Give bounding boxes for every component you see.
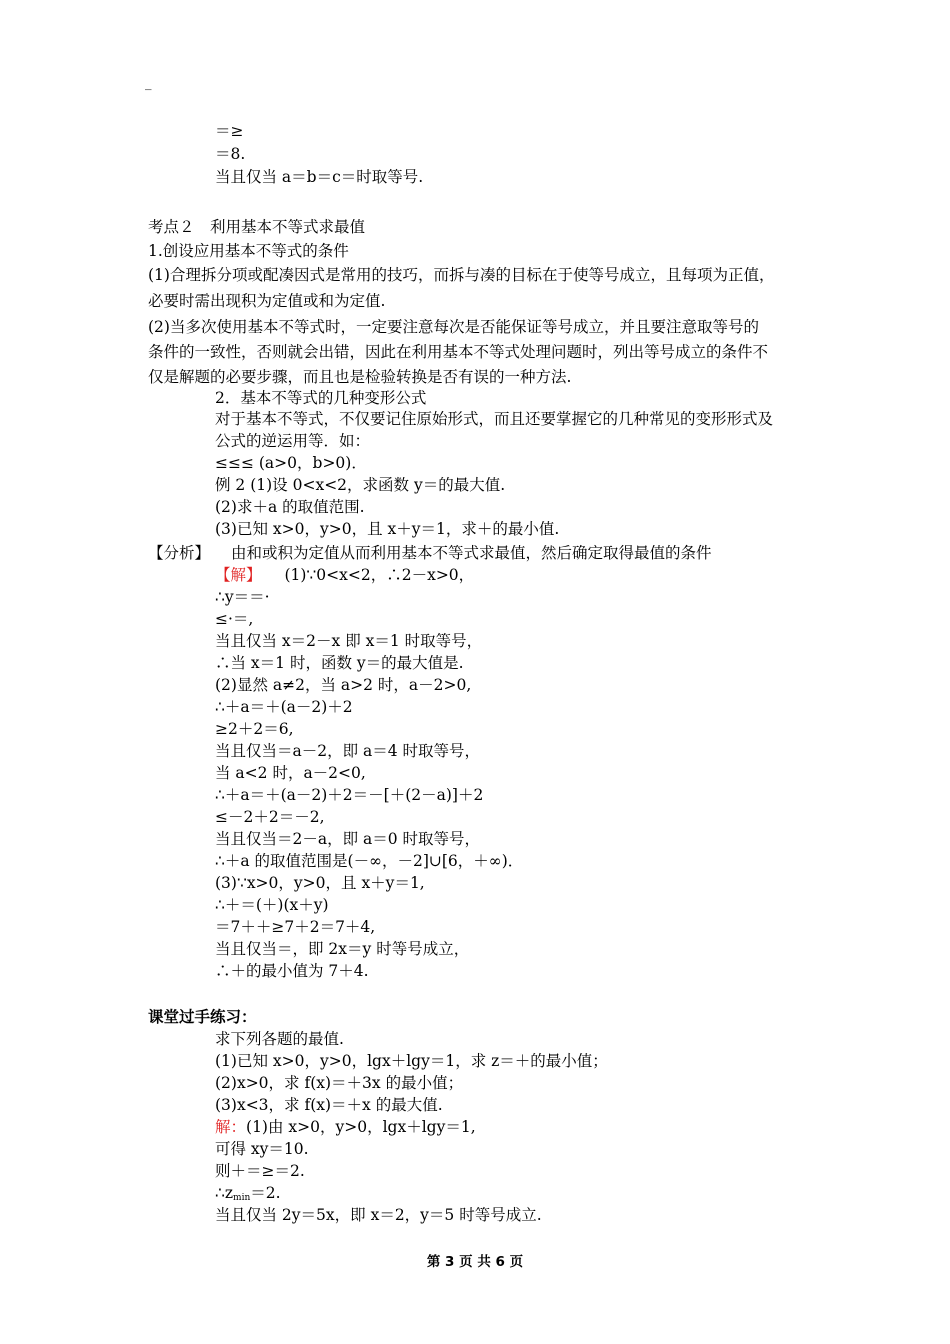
- answer-line: [215, 1116, 476, 1138]
- example-line: (3)已知 x>0，y>0，且 x＋y＝1，求＋的最小值.: [215, 520, 560, 538]
- example-line: 例 2 (1)设 0<x<2，求函数 y＝的最大值.: [215, 476, 506, 494]
- solution-line: ∴＋a＝＋(a－2)＋2: [215, 698, 353, 716]
- paragraph-line: 对于基本不等式，不仅要记住原始形式，而且还要掌握它的几种常见的变形形式及: [215, 410, 774, 428]
- paragraph-line: 公式的逆运用等．如：: [215, 432, 371, 450]
- paragraph-line: 条件的一致性，否则就会出错，因此在利用基本不等式处理问题时，列出等号成立的条件不: [148, 343, 769, 361]
- answer-line: 则＋＝≥＝2.: [215, 1162, 305, 1180]
- example-line: (2)求＋a 的取值范围.: [215, 498, 365, 516]
- solution-line: (2)显然 a≠2，当 a>2 时，a－2>0,: [215, 676, 472, 694]
- practice-line: 求下列各题的最值.: [215, 1030, 344, 1048]
- solution-label: 【解】: [215, 566, 262, 584]
- section-heading: 考点２ 利用基本不等式求最值: [148, 218, 366, 236]
- page-footer: 第 3 页 共 6 页: [426, 1254, 524, 1270]
- solution-text: (1)∵0<x<2，∴2－x>0，: [284, 566, 475, 584]
- analysis-text: 由和或积为定值从而利用基本不等式求最值，然后确定取得最值的条件: [230, 544, 712, 562]
- analysis-label: 【分析】: [148, 544, 211, 562]
- formula-line: ≤≤≤ (a>0，b>0)．: [215, 454, 367, 472]
- practice-line: (2)x>0，求 f(x)＝＋3x 的最小值；: [215, 1074, 464, 1092]
- paragraph-line: 仅是解题的必要步骤，而且也是检验转换是否有误的一种方法.: [148, 368, 572, 386]
- subsection-heading: 1.创设应用基本不等式的条件: [148, 242, 349, 260]
- text-line: 当且仅当 a＝b＝c＝时取等号.: [215, 168, 424, 186]
- paragraph-line: (1)合理拆分项或配凑因式是常用的技巧，而拆与凑的目标在于使等号成立，且每项为正值，: [148, 266, 775, 284]
- solution-line: 当且仅当＝2－a，即 a＝0 时取等号，: [215, 830, 481, 848]
- solution-line: 当且仅当 x＝2－x 即 x＝1 时取等号，: [215, 632, 483, 650]
- answer-line: 可得 xy＝10.: [215, 1140, 309, 1158]
- text-line: ＝≥: [215, 122, 244, 140]
- answer-text: (1)由 x>0，y>0，lgx＋lgy＝1,: [246, 1118, 476, 1136]
- subsection-heading: 2．基本不等式的几种变形公式: [215, 389, 427, 407]
- text-line: ＝8.: [215, 145, 246, 163]
- solution-line: ≤·＝,: [215, 610, 254, 628]
- solution-line: ∴＋a＝＋(a－2)＋2＝－[＋(2－a)]＋2: [215, 786, 484, 804]
- solution-line: ≥2＋2＝6,: [215, 720, 294, 738]
- answer-text: ＝2.: [250, 1184, 281, 1202]
- header-mark: _: [145, 76, 152, 91]
- practice-line: (3)x<3，求 f(x)＝＋x 的最大值.: [215, 1096, 443, 1114]
- solution-line: ∴当 x＝1 时，函数 y＝的最大值是.: [215, 654, 464, 672]
- paragraph-line: 必要时需出现积为定值或和为定值.: [148, 292, 386, 310]
- solution-line: [215, 564, 474, 586]
- solution-line: 当且仅当＝a－2，即 a＝4 时取等号，: [215, 742, 481, 760]
- solution-line: 当 a<2 时，a－2<0,: [215, 764, 366, 782]
- solution-line: ∴＋＝(＋)(x＋y): [215, 896, 329, 914]
- solution-line: ∴y＝＝·: [215, 588, 270, 606]
- practice-line: (1)已知 x>0，y>0，lgx＋lgy＝1，求 z＝＋的最小值；: [215, 1052, 608, 1070]
- solution-line: (3)∵x>0，y>0，且 x＋y＝1,: [215, 874, 425, 892]
- paragraph-line: (2)当多次使用基本不等式时，一定要注意每次是否能保证等号成立，并且要注意取等号的: [148, 318, 759, 336]
- answer-label: 解：: [215, 1118, 247, 1136]
- analysis-line: [148, 542, 711, 564]
- solution-line: ＝7＋＋≥7＋2＝7＋4,: [215, 918, 376, 936]
- solution-line: ∴＋a 的取值范围是(－∞，－2]∪[6，＋∞)．: [215, 852, 524, 870]
- subscript: min: [233, 1193, 251, 1203]
- answer-text: ∴z: [215, 1184, 234, 1202]
- solution-line: ∴＋的最小值为 7＋4.: [215, 962, 369, 980]
- answer-line: 当且仅当 2y＝5x，即 x＝2，y＝5 时等号成立.: [215, 1206, 542, 1224]
- practice-title: 课堂过手练习：: [148, 1008, 257, 1026]
- solution-line: 当且仅当＝，即 2x＝y 时等号成立，: [215, 940, 470, 958]
- solution-line: ≤－2＋2＝－2,: [215, 808, 325, 826]
